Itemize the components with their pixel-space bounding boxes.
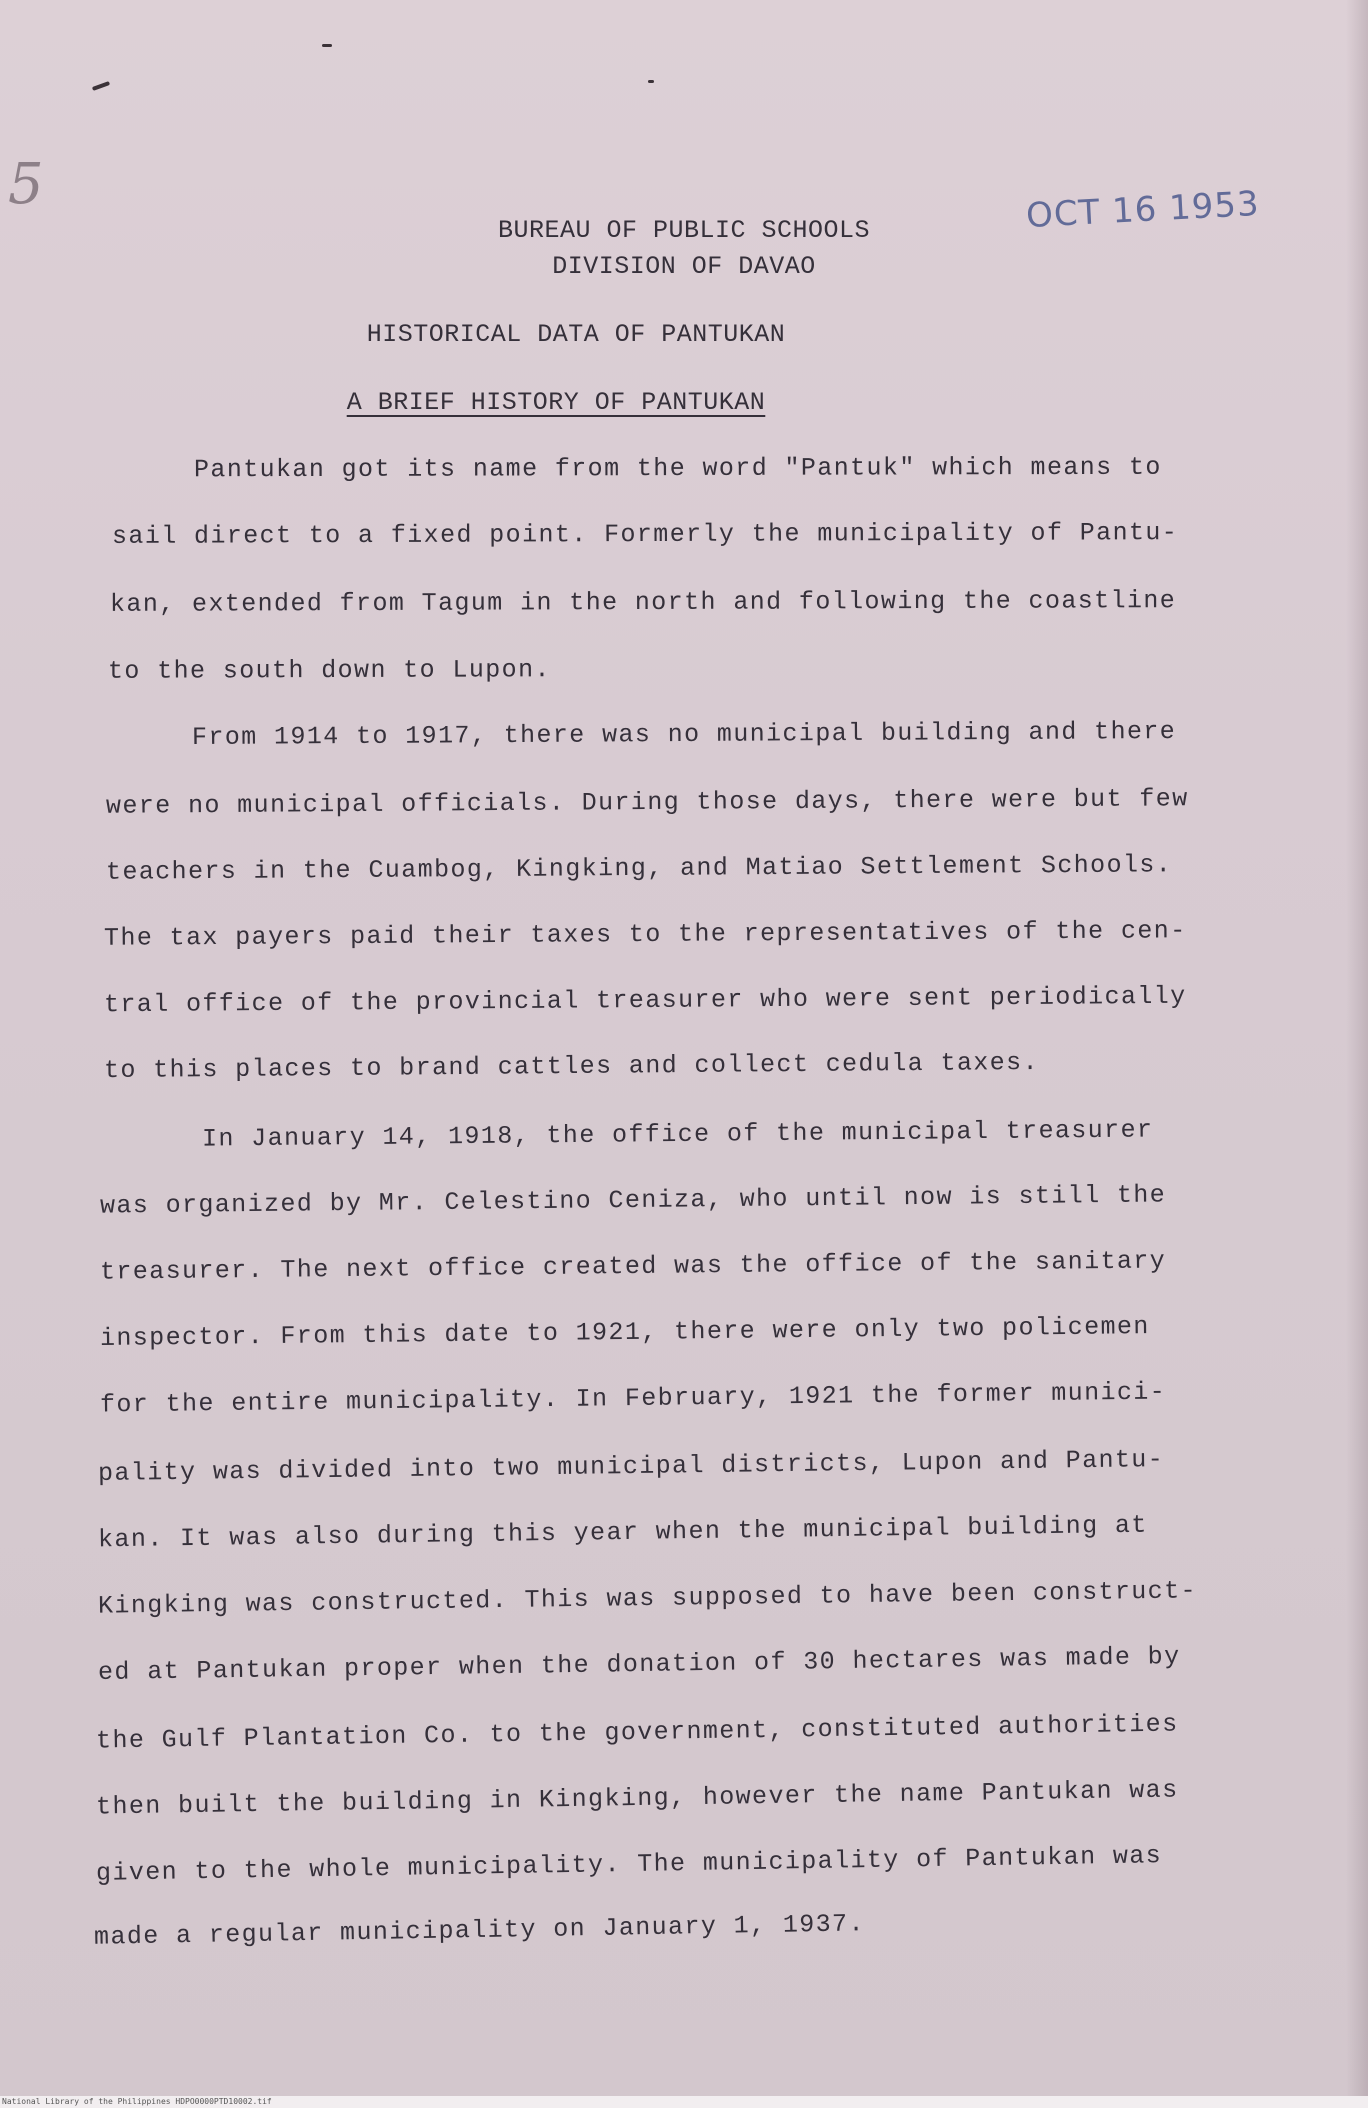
header-division: DIVISION OF DAVAO	[552, 252, 816, 281]
body-line: was organized by Mr. Celestino Ceniza, who until now is still the	[99, 1180, 1167, 1221]
body-line: the Gulf Plantation Co. to the government, constituted authorities	[95, 1709, 1179, 1756]
body-line: In January 14, 1918, the office of the municipal treasurer	[201, 1115, 1154, 1154]
body-line: sail direct to a fixed point. Formerly the municipality of Pantu-	[111, 518, 1179, 551]
body-line: The tax payers paid their taxes to the representatives of the cen-	[103, 916, 1187, 953]
ink-speck	[648, 80, 654, 83]
body-line: were no municipal officials. During those days, there were but few	[105, 784, 1189, 821]
date-received-stamp: OCT 16 1953	[1025, 183, 1261, 237]
body-line: kan, extended from Tagum in the north and following the coastline	[109, 586, 1177, 619]
body-line: teachers in the Cuambog, Kingking, and Matiao Settlement Schools.	[105, 850, 1173, 887]
body-line: Pantukan got its name from the word "Pantuk" which means to	[193, 452, 1162, 485]
handwritten-page-number: 5	[8, 152, 44, 217]
document-title-text: A BRIEF HISTORY OF PANTUKAN	[346, 388, 766, 417]
body-line: to this places to brand cattles and collect cedula taxes.	[103, 1047, 1040, 1086]
archive-footer-caption: National Library of the Philippines HDPO0000PTD10002.tif	[2, 2097, 272, 2106]
header-bureau: BUREAU OF PUBLIC SCHOOLS	[497, 216, 871, 245]
body-line: Kingking was constructed. This was supposed to have been construct-	[97, 1576, 1198, 1621]
body-line: pality was divided into two municipal districts, Lupon and Pantu-	[97, 1445, 1165, 1488]
body-line: given to the whole municipality. The municipality of Pantukan was	[95, 1841, 1163, 1888]
ink-speck	[322, 44, 332, 47]
body-line: to the south down to Lupon.	[107, 655, 551, 686]
body-line: tral office of the provincial treasurer who were sent periodically	[103, 981, 1187, 1020]
body-line: inspector. From this date to 1921, there were only two policemen	[99, 1312, 1150, 1353]
body-line: treasurer. The next office created was the office of the sanitary	[99, 1246, 1167, 1287]
body-line: kan. It was also during this year when the municipal building at	[97, 1510, 1148, 1555]
body-line: then built the building in Kingking, however the name Pantukan was	[95, 1775, 1179, 1822]
body-line: for the entire municipality. In February, 1921 the former munici-	[99, 1377, 1167, 1420]
page-edge-shadow	[1346, 0, 1368, 2096]
body-line: From 1914 to 1917, there was no municipal building and there	[191, 716, 1177, 753]
body-line: made a regular municipality on January 1, 1937.	[93, 1909, 866, 1952]
body-line: ed at Pantukan proper when the donation of 30 hectares was made by	[97, 1641, 1181, 1688]
document-subtitle: HISTORICAL DATA OF PANTUKAN	[366, 320, 786, 349]
document-title	[0, 388, 1240, 417]
